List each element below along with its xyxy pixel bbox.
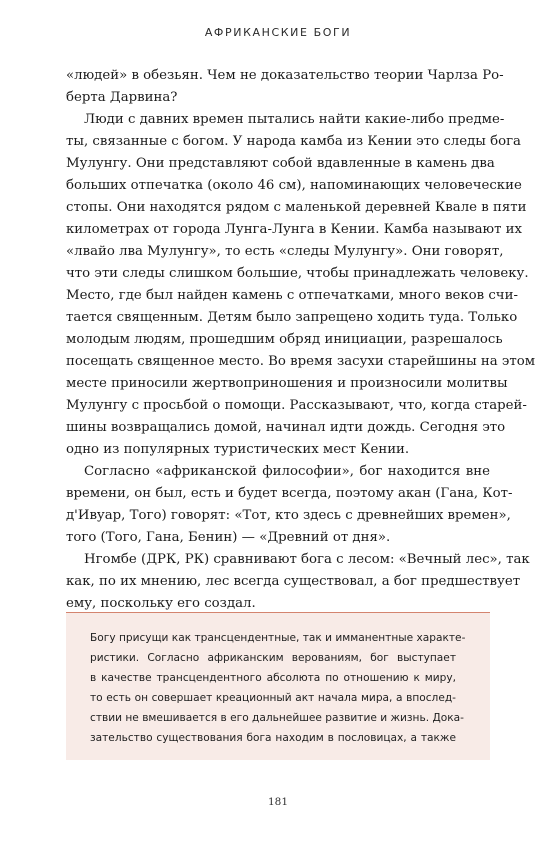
page-number: 181	[267, 796, 289, 808]
sidebar-line: Богу присущи как трансцендентные, так и имманентные характе-	[90, 632, 466, 644]
sidebar-line: зательство существования бога находим в пословицах, а также	[90, 732, 456, 744]
text-line: берта Дарвина?	[66, 90, 178, 105]
running-header: АФРИКАНСКИЕ БОГИ	[204, 26, 352, 39]
text-line: того (Того, Гана, Бенин) — «Древний от дня».	[66, 530, 391, 545]
text-line: времени, он был, есть и будет всегда, поэтому акан (Гана, Кот-	[66, 486, 513, 501]
text-line: километрах от города Лунга-Лунга в Кении. Камба называют их	[66, 222, 523, 237]
text-line: как, по их мнению, лес всегда существовал, а бог предшествует	[66, 574, 521, 589]
text-line: ему, поскольку его создал.	[66, 596, 256, 611]
text-line: посещать священное место. Во время засухи старейшины на этом	[66, 354, 536, 369]
sidebar-line: в качестве трансцендентного абсолюта по отношению к миру,	[90, 672, 456, 684]
text-line: ты, связанные с богом. У народа камба из Кении это следы бога	[66, 134, 521, 149]
text-line: Место, где был найден камень с отпечатками, много веков счи-	[66, 288, 518, 303]
text-line: Нгомбе (ДРК, РК) сравнивают бога с лесом: «Вечный лес», так	[84, 552, 530, 567]
text-line: месте приносили жертвоприношения и произносили молитвы	[66, 376, 508, 391]
text-line: «лвайо лва Мулунгу», то есть «следы Мулунгу». Они говорят,	[66, 244, 504, 259]
text-line: одно из популярных туристических мест Кении.	[66, 442, 410, 457]
sidebar-line: ристики. Согласно африканским верованиям, бог выступает	[90, 652, 456, 664]
text-line: Согласно «африканской философии», бог находится вне	[84, 464, 490, 479]
text-line: д'Ивуар, Того) говорят: «Тот, кто здесь с древнейших времен»,	[66, 508, 511, 523]
text-line: тается священным. Детям было запрещено ходить туда. Только	[66, 310, 518, 325]
text-line: Люди с давних времен пытались найти какие-либо предме-	[84, 112, 505, 127]
text-line: стопы. Они находятся рядом с маленькой деревней Квале в пяти	[66, 200, 527, 215]
text-line: Мулунгу. Они представляют собой вдавленные в камень два	[66, 156, 495, 171]
sidebar-line: то есть он совершает креационный акт начала мира, а впослед-	[90, 692, 456, 704]
text-line: молодым людям, прошедшим обряд инициации, разрешалось	[66, 332, 503, 347]
main-text	[66, 65, 536, 615]
sidebar-line: ствии не вмешивается в его дальнейшее развитие и жизнь. Дока-	[90, 712, 464, 724]
text-line: Мулунгу с просьбой о помощи. Рассказывают, что, когда старей-	[66, 398, 527, 413]
text-line: «людей» в обезьян. Чем не доказательство теории Чарлза Ро-	[66, 68, 504, 83]
text-line: шины возвращались домой, начинал идти дождь. Сегодня это	[66, 420, 506, 435]
text-line: что эти следы слишком большие, чтобы принадлежать человеку.	[66, 266, 529, 281]
text-line: больших отпечатка (около 46 см), напоминающих человеческие	[66, 178, 522, 193]
sidebar-box	[66, 612, 490, 760]
